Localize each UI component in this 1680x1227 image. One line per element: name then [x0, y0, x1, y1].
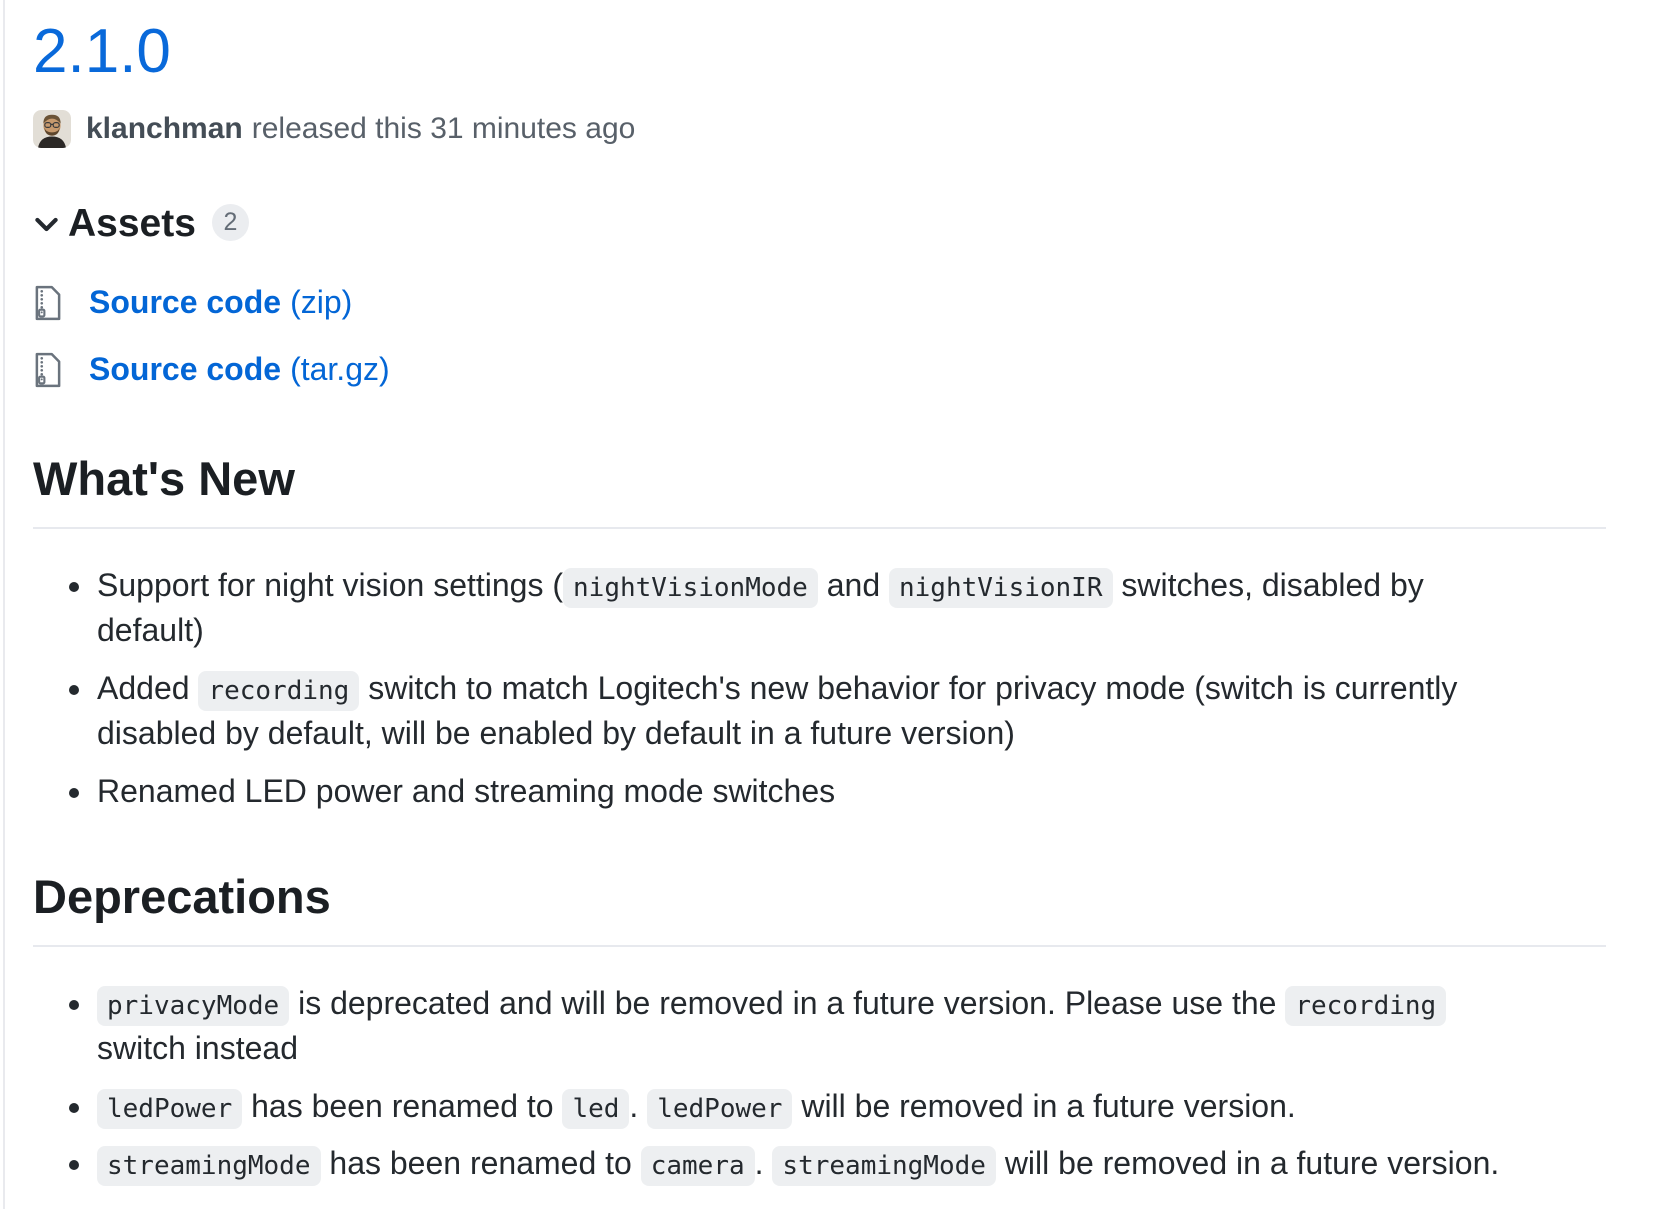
asset-link-format: (zip)	[290, 284, 353, 321]
bullet-list	[33, 981, 1533, 1187]
inline-code: nightVisionMode	[563, 568, 818, 608]
release-title	[33, 18, 1606, 86]
bullet-item: • Support for night vision settings ( nightVisionMode and nightVisionIR switches, disabled by default)	[95, 563, 1533, 654]
bullet-item: • streamingMode has been renamed to camera . streamingMode will be removed in a future version.	[95, 1141, 1533, 1186]
section-heading: Deprecations	[33, 868, 1606, 947]
section-heading: What's New	[33, 450, 1606, 529]
release-notes-body	[33, 450, 1606, 1186]
inline-code: led	[562, 1089, 629, 1129]
inline-code: ledPower	[97, 1089, 242, 1129]
release-version-link[interactable]: 2.1.0	[33, 17, 171, 86]
release-time: 31 minutes ago	[430, 112, 636, 146]
zip-file-icon	[33, 285, 63, 321]
bullet-item: • Renamed LED power and streaming mode switches	[95, 769, 1533, 814]
inline-code: recording	[1285, 986, 1446, 1026]
assets-count-badge: 2	[212, 204, 249, 241]
assets-section	[33, 202, 1606, 388]
inline-code: streamingMode	[772, 1146, 996, 1186]
inline-code: camera	[641, 1146, 755, 1186]
timeline-left-rule	[3, 0, 5, 1209]
inline-code: privacyMode	[97, 986, 289, 1026]
zip-file-icon	[33, 352, 63, 388]
asset-link-name: Source code	[89, 351, 282, 388]
assets-title: Assets	[68, 202, 196, 246]
asset-row	[33, 351, 1606, 388]
asset-link-format: (tar.gz)	[290, 351, 390, 388]
chevron-down-icon	[33, 211, 60, 238]
assets-toggle[interactable]	[33, 202, 1606, 246]
avatar[interactable]	[33, 110, 71, 148]
bullet-item: • ledPower has been renamed to led . ledPower will be removed in a future version.	[95, 1084, 1533, 1129]
bullet-item: • Added recording switch to match Logitech's new behavior for privacy mode (switch is currently disabled by default, will be enabled by default in a future version)	[95, 666, 1533, 757]
bullet-list	[33, 563, 1533, 814]
release-author-line	[33, 110, 1606, 148]
avatar-image	[33, 110, 71, 148]
asset-link[interactable]	[89, 284, 352, 321]
asset-link-name: Source code	[89, 284, 282, 321]
asset-row	[33, 284, 1606, 321]
markdown-section	[33, 868, 1606, 1187]
bullet-item: • privacyMode is deprecated and will be removed in a future version. Please use the recording switch instead	[95, 981, 1533, 1072]
asset-list	[33, 284, 1606, 388]
inline-code: streamingMode	[97, 1146, 321, 1186]
released-text: released this	[251, 112, 422, 146]
markdown-section	[33, 450, 1606, 814]
asset-link[interactable]	[89, 351, 390, 388]
inline-code: recording	[198, 671, 359, 711]
author-name[interactable]: klanchman	[86, 112, 243, 146]
inline-code: nightVisionIR	[889, 568, 1113, 608]
inline-code: ledPower	[647, 1089, 792, 1129]
